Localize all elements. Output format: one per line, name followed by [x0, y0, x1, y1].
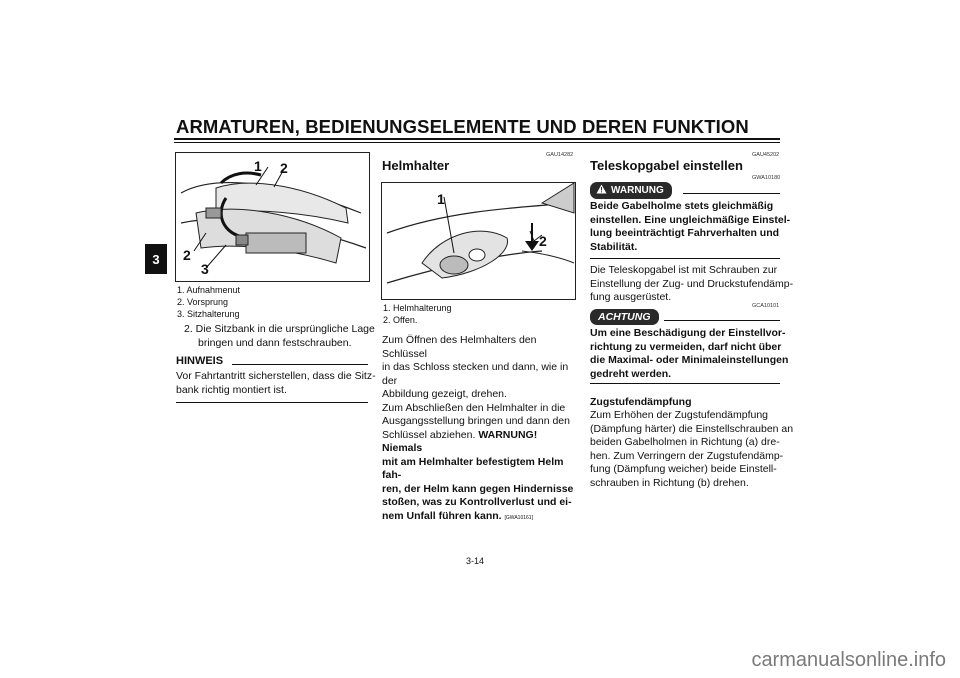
caption-item: 1. Aufnahmenut [177, 285, 241, 295]
header-rule-thin [174, 142, 780, 143]
section-code: GAU14282 [546, 152, 574, 158]
warning-code: GWA10180 [752, 175, 781, 181]
caption-item: 3. Sitzhalterung [177, 309, 240, 319]
figure-label-3: 3 [201, 261, 209, 277]
section-code: GAU45202 [752, 152, 780, 158]
warning-badge: WARNUNG [590, 182, 672, 199]
caution-rule [664, 320, 780, 321]
figure-captions [383, 302, 452, 326]
step-text: 2. Die Sitzbank in die ursprüngliche Lage bringen und dann festschrauben. [184, 323, 375, 349]
note-rule [232, 364, 368, 365]
note-heading: HINWEIS [176, 355, 224, 367]
section-heading-teleskopgabel: Teleskopgabel einstellen [590, 158, 743, 173]
helmhalter-body: Zum Öffnen des Helmhalters den Schlüssel in das Schloss stecken und dann, wie in der Abbildung gezeigt, drehen. Zum Abschließen den Helmhalter in die Ausgangsstellung bringen und dann den Schlüssel abziehen. WARNUNG! Niemals mit am Helmhalter befestigtem Helm fah- ren, der Helm kann gegen Hindernisse stoßen, was zu Kontrollverlust und ei- nem Unfall führen kann. [GWA10161] [382, 334, 574, 522]
helmet-holder-figure [381, 182, 576, 300]
section-heading-helmhalter: Helmhalter [382, 158, 450, 173]
footer-watermark[interactable]: carmanualsonline.info [751, 649, 946, 671]
page-number: 3-14 [466, 556, 485, 566]
caption-item: 2. Offen. [383, 315, 418, 325]
caution-badge: ACHTUNG [590, 309, 659, 325]
warning-text: Beide Gabelholme stets gleichmäßig einstellen. Eine ungleichmäßige Einstel- lung beeinträchtigt Fahrverhalten und Stabilität. [590, 200, 791, 253]
chapter-tab[interactable]: 3 [145, 244, 167, 274]
page-title: ARMATUREN, BEDIENUNGSELEMENTE UND DEREN FUNKTION [176, 116, 749, 137]
caution-code: GCA10101 [752, 303, 780, 309]
figure-label-1: 1 [437, 191, 445, 207]
caution-end-rule [590, 383, 780, 384]
figure-label-2: 2 [280, 160, 288, 176]
caution-text: Um eine Beschädigung der Einstellvor- richtung zu vermeiden, darf nicht über die Maximal- oder Minimaleinstellungen gedreht werden. [590, 327, 789, 380]
note-text: Vor Fahrtantritt sicherstellen, dass die Sitz- bank richtig montiert ist. [176, 370, 376, 396]
caption-item: 1. Helmhalterung [383, 303, 452, 313]
zugstufe-body: Zum Erhöhen der Zugstufendämpfung (Dämpfung härter) die Einstellschrauben an beiden Gabelholmen in Richtung (a) dre- hen. Zum Verringern der Zugstufendämp- fung (Dämpfung weicher) beide Einstell- schrauben in Richtung (b) drehen. [590, 409, 794, 489]
header-rule [174, 138, 780, 140]
figure-label-1: 1 [254, 158, 262, 174]
seat-figure [175, 152, 370, 282]
warning-rule [683, 193, 780, 194]
sub-heading-zugstufe: Zugstufendämpfung [590, 396, 692, 408]
teleskopgabel-body: Die Teleskopgabel ist mit Schrauben zur Einstellung der Zug- und Druckstufendämp- fung ausgerüstet. [590, 264, 794, 303]
figure-label-2b: 2 [183, 247, 191, 263]
warning-triangle-icon [596, 184, 607, 197]
caption-item: 2. Vorsprung [177, 297, 229, 307]
figure-captions [177, 284, 240, 320]
figure-label-2: 2 [539, 233, 547, 249]
note-end-rule [176, 402, 368, 403]
warning-end-rule [590, 258, 780, 259]
